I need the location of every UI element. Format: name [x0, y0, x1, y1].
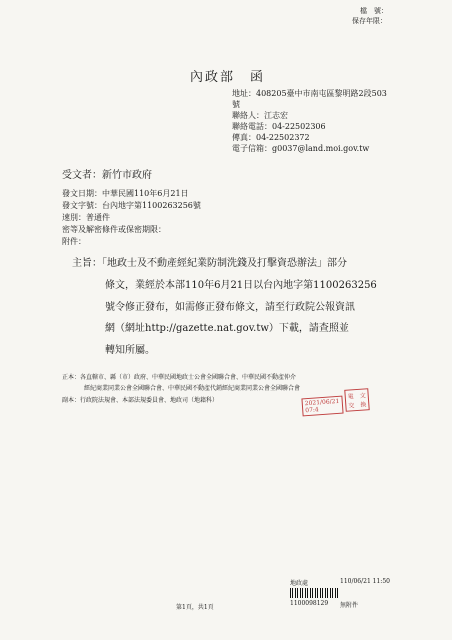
retention-label: 保存年限：: [352, 17, 387, 25]
exchange-stamp: [344, 388, 369, 412]
secrecy-level: 密等及解密條件或保密期限：: [62, 225, 166, 234]
subject-line-2: 條文，業經於本部110年6月21日以台內地字第1100263256: [105, 280, 377, 291]
issue-number: 發文字號：台內地字第1100263256號: [62, 201, 201, 210]
stamp-date: 2021/06/21: [304, 397, 340, 408]
receipt-department: 地政處: [290, 580, 309, 587]
sender-contact: 聯絡人：江志宏: [232, 111, 288, 120]
subject-line-5: 轉知所屬。: [105, 345, 155, 356]
sender-fax: 傳真：04-22502372: [232, 133, 310, 142]
sender-address-cont: 號: [232, 100, 240, 109]
issue-date: 發文日期：中華民國110年6月21日: [62, 189, 189, 198]
sender-address: 地址：408205臺中市南屯區黎明路2段503: [232, 89, 387, 98]
attachment-label: 附件：: [62, 237, 86, 246]
subject-line-4: 網（網址http://gazette.nat.gov.tw）下載，請查照並: [105, 323, 349, 334]
file-number-label: 檔 號：: [360, 7, 388, 15]
document-title: 內政部 函: [190, 70, 266, 85]
barcode: [290, 588, 338, 598]
page-number: 第1頁，共1頁: [176, 604, 214, 611]
subject-line-1: 主旨：「地政士及不動產經紀業防制洗錢及打擊資恐辦法」部分: [72, 258, 347, 269]
cc-main-line-2: 經紀商業同業公會全國聯合會、中華民國不動產代銷經紀商業同業公會全國聯合會: [84, 385, 301, 392]
receipt-number: 1100098129: [290, 600, 329, 607]
date-stamp: [301, 396, 343, 417]
sender-phone: 聯絡電話：04-22502306: [232, 122, 326, 131]
cc-copy: 副本：行政院法規會、本部法規委員會、地政司（地籍科）: [62, 397, 219, 404]
speed-class: 速別：普通件: [62, 213, 110, 222]
receipt-attachment: 無附件: [340, 602, 359, 609]
recipient: 受文者：新竹市政府: [62, 170, 152, 181]
receipt-time: 110/06/21 11:50: [340, 578, 390, 585]
cc-main-line-1: 正本：各直轄市、縣（市）政府、中華民國地政士公會全國聯合會、中華民國不動產仲介: [62, 374, 297, 381]
sender-email: 電子信箱：g0037@land.moi.gov.tw: [232, 144, 370, 153]
stamp-text: 電 文: [347, 392, 366, 401]
stamp-seq: 07:4: [305, 406, 319, 415]
stamp-text-2: 交 換: [348, 401, 367, 410]
subject-line-3: 號令修正發布，如需修正發布條文，請至行政院公報資訊: [105, 302, 355, 313]
